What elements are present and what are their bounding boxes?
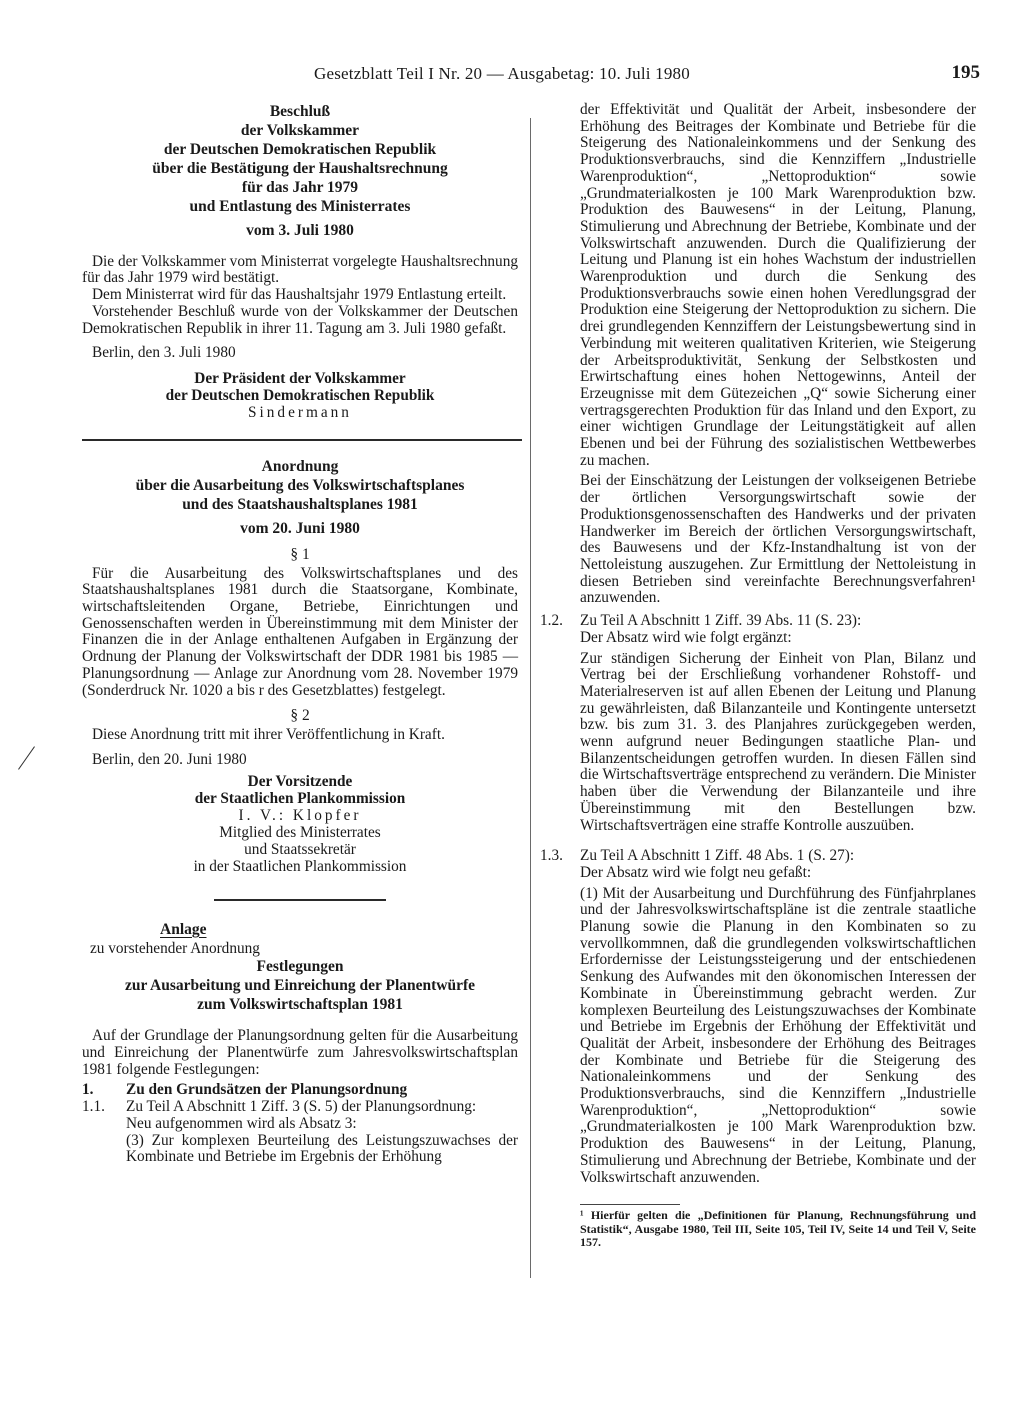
beschluss-title-5: für das Jahr 1979 xyxy=(241,179,359,196)
section-2-text: Diese Anordnung tritt mit ihrer Veröffentlichung in Kraft. xyxy=(92,726,445,744)
item-number: 1.2. xyxy=(540,612,563,630)
item-1-1 xyxy=(82,1099,518,1116)
signatory-line: Der Präsident der Volkskammer xyxy=(194,369,406,387)
item-1 xyxy=(82,1082,518,1099)
item-heading: Zu den Grundsätzen der Planungsordnung xyxy=(126,1081,408,1099)
beschluss-title-4: über die Bestätigung der Haushaltsrechnung xyxy=(152,160,448,177)
beschluss-paragraph: Vorstehender Beschluß wurde von der Volkskammer der Deutschen Demokratischen Republik in ihrer 11. Tagung am 3. Juli 1980 gefaßt. xyxy=(82,302,518,337)
page-number: 195 xyxy=(951,62,980,83)
item-number: 1.1. xyxy=(82,1098,105,1116)
item-intro: Neu aufgenommen wird als Absatz 3: xyxy=(126,1114,357,1132)
section-rule xyxy=(82,439,522,441)
beschluss-title-6: und Entlastung des Ministerrates xyxy=(189,198,411,215)
section-1-text: Für die Ausarbeitung des Volkswirtschaftsplanes und des Staatshaushaltsplanes 1981 durch die Staatsorgane, Kombinate, wirtschaftsleitenden Organe, Betriebe, Einrichtungen und Genossenschaften werden in Übereinstimmung mit dem Minister der Finanzen die in der Anlage enthaltenen Aufgaben in Ergänzung der Ordnung der Planung der Volkswirtschaft der DDR 1981 bis 1985 — Planungsordnung — Anlage zur Anordnung vom 28. November 1979 (Sonderdruck Nr. 1020 a bis r des Gesetzblattes) festgelegt. xyxy=(82,564,518,699)
item-text: (3) Zur komplexen Beurteilung des Leistungszuwachses der Kombinate und Betriebe im Ergebnis der Erhöhung xyxy=(126,1131,518,1166)
signatory-role: Mitglied des Ministerrates xyxy=(219,823,381,841)
anlage-label: Anlage xyxy=(160,920,207,938)
running-title: Gesetzblatt Teil I Nr. 20 — Ausgabetag: 10. Juli 1980 xyxy=(314,64,690,83)
item-1-1-body xyxy=(126,1116,518,1166)
section-2-label: § 2 xyxy=(290,707,310,725)
item-heading: Zu Teil A Abschnitt 1 Ziff. 39 Abs. 11 (S. 23): xyxy=(580,612,862,630)
signatory-role: und Staatssekretär xyxy=(244,840,356,858)
anlage-subtitle: zu vorstehender Anordnung xyxy=(90,939,260,957)
anlage-intro: Auf der Grundlage der Planungsordnung gelten für die Ausarbeitung und Einreichung der Planentwürfe zum Jahresvolkswirtschaftsplan 1981 folgende Festlegungen: xyxy=(82,1027,518,1078)
beschluss-title-1: Beschluß xyxy=(269,103,331,120)
beschluss-title-2: der Volkskammer xyxy=(240,122,360,139)
margin-pen-mark xyxy=(18,746,35,770)
paragraph: Bei der Einschätzung der Leistungen der volkseigenen Betriebe der örtlichen Versorgungswirtschaft sowie der Produktionsgenossenschaften des Handwerks und der privaten Handwerker im Bereich der örtlichen Versorgungswirtschaft, des Bauwesens und der Kfz-Instandhaltung ist von der Nettoleistung auszugehen. Zur Ermittlung der Nettoleistung in diesen Betrieben sind vereinfachte Berechnungsverfahren¹ anzuwenden. xyxy=(580,472,976,607)
anordnung-section xyxy=(82,457,518,875)
section-1-label: § 1 xyxy=(290,545,310,563)
running-header xyxy=(80,62,980,88)
signatory-line: der Deutschen Demokratischen Republik xyxy=(165,386,435,404)
signatory-name: Sindermann xyxy=(248,403,352,421)
anlage-section xyxy=(82,921,518,1166)
signatory-line: Der Vorsitzende xyxy=(247,772,353,790)
anordnung-place-date: Berlin, den 20. Juni 1980 xyxy=(92,750,247,768)
anordnung-title-1: Anordnung xyxy=(261,457,339,475)
item-heading: Zu Teil A Abschnitt 1 Ziff. 3 (S. 5) der Planungsordnung: xyxy=(126,1098,477,1116)
anlage-title-3: zum Volkswirtschaftsplan 1981 xyxy=(197,996,403,1014)
anlage-title-1: Festlegungen xyxy=(256,958,344,976)
anordnung-title-2: über die Ausarbeitung des Volkswirtschaftsplanes xyxy=(135,476,465,494)
beschluss-paragraph: Die der Volkskammer vom Ministerrat vorgelegte Haushaltsrechnung für das Jahr 1979 wird bestätigt. xyxy=(82,252,518,287)
beschluss-paragraph: Dem Ministerrat wird für das Haushaltsjahr 1979 Entlastung erteilt. xyxy=(92,286,507,304)
anlage-title-2: zur Ausarbeitung und Einreichung der Planentwürfe xyxy=(124,977,476,995)
signatory-role: in der Staatlichen Plankommission xyxy=(193,857,407,875)
item-number: 1.3. xyxy=(540,847,563,865)
beschluss-place-date: Berlin, den 3. Juli 1980 xyxy=(92,344,236,362)
item-heading: Zu Teil A Abschnitt 1 Ziff. 48 Abs. 1 (S. 27): xyxy=(580,847,855,865)
item-text: Zur ständigen Sicherung der Einheit von Plan, Bilanz und Vertrag bei der Erschließung vorhandener Rohstoff- und Materialreserven ist auf allen Ebenen der Leitung und Planung zu gewährleisten, daß Bilanzanteile und Kontingente untersetzt bzw. bis zum 31. 3. des Planjahres zurückgegeben werden, wenn aufgrund neuer Bedingungen staatliche Plan- und Bilanzentscheidungen getroffen wurden. In diesen Fällen sind die Wirtschaftsverträge entsprechend zu verändern. Die Minister haben über die Verwendung der Bilanzanteile und ihre Übereinstimmung mit den Bestellungen bzw. Wirtschaftsverträgen eine straffe Kontrolle auszuüben. xyxy=(580,649,976,834)
anordnung-signature xyxy=(82,773,518,875)
item-intro: Der Absatz wird wie folgt neu gefaßt: xyxy=(580,863,812,881)
right-column xyxy=(540,101,976,1250)
item-number: 1. xyxy=(82,1081,94,1099)
signatory-name: I. V.: Klopfer xyxy=(238,806,362,824)
column-divider xyxy=(530,118,531,1278)
section-rule xyxy=(214,899,386,901)
beschluss-date: vom 3. Juli 1980 xyxy=(246,222,354,239)
beschluss-title-3: der Deutschen Demokratischen Republik xyxy=(163,141,437,158)
anordnung-date: vom 20. Juni 1980 xyxy=(240,519,360,537)
item-intro: Der Absatz wird wie folgt ergänzt: xyxy=(580,628,792,646)
footnote: ¹ Hierfür gelten die „Definitionen für Planung, Rechnungsführung und Statistik“, Ausgabe 1980, Teil III, Seite 105, Teil IV, Seite 14 und Teil V, Seite 157. xyxy=(580,1208,976,1250)
item-1-2 xyxy=(540,613,976,630)
beschluss-section xyxy=(82,102,518,421)
item-1-3 xyxy=(540,848,976,865)
anordnung-title-3: und des Staatshaushaltsplanes 1981 xyxy=(182,495,418,513)
signatory-line: der Staatlichen Plankommission xyxy=(194,789,406,807)
continued-paragraph: der Effektivität und Qualität der Arbeit, insbesondere der Erhöhung des Beitrages der Kombinate und Betriebe für die Steigerung des Nationaleinkommens und der Senkung des Produktionsverbrauchs, sind die Kennziffern „Industrielle Warenproduktion“, „Nettoproduktion“ sowie „Grundmaterialkosten je 100 Mark Warenproduktion bzw. Produktion des Bauwesens“ in der Leitung, Planung, Stimulierung und Abrechnung der Betriebe, Kombinate und der Volkswirtschaft anzuwenden. Durch die Qualifizierung der Leitung und Planung ist ein hohes Wachstum der industriellen Warenproduktion und durch die Senkung des Produktionsverbrauchs sowie einen hohen Veredlungsgrad der Produktion eine Steigerung der Nettoproduktion zu sichern. Die drei grundlegenden Kennziffern der Leistungsbewertung sind in Verbindung mit weiteren qualitativen Kriterien, wie Steigerung der Arbeitsproduktivität, Senkung der Selbstkosten und Erwirtschaftung eines hohen Nettogewinns, Anteil der Erzeugnisse mit dem Gütezeichen „Q“ sowie Sicherung einer vertragsgerechten Produktion für das Inland und den Export, zu einer wichtigen Grundlage der Leitungstätigkeit auf allen Ebenen und bei der Führung des sozialistischen Wettbewerbes zu machen. xyxy=(580,101,976,469)
beschluss-signature xyxy=(82,370,518,421)
footnote-rule xyxy=(580,1204,680,1205)
item-text: (1) Mit der Ausarbeitung und Durchführung des Fünfjahrplanes und der Jahresvolkswirtschaftspläne ist die zentrale staatliche Planung sowie die Planung in den Kombinaten so zu vervollkommnen, daß die grundlegenden volkswirtschaftlichen Erfordernisse der Leistungssteigerung und der entschiedenen Senkung des Aufwandes mit den ökonomischen Interessen der Kombinate in Übereinstimmung gebracht werden. Zur komplexen Beurteilung des Leistungszuwachses der Kombinate und Betriebe im Ergebnis der Erhöhung der Effektivität und Qualität der Arbeit, insbesondere der Erhöhung des Beitrages der Kombinate und Betriebe für die Steigerung des Nationaleinkommens und der Senkung des Produktionsverbrauchs, sind die Kennziffern „Industrielle Warenproduktion“, „Nettoproduktion“ sowie „Grundmaterialkosten je 100 Mark Warenproduktion bzw. Produktion des Bauwesens“ in der Leitung, Planung, Stimulierung und Abrechnung der Betriebe, Kombinate und der Volkswirtschaft anzuwenden. xyxy=(580,884,976,1186)
left-column xyxy=(82,102,518,1166)
